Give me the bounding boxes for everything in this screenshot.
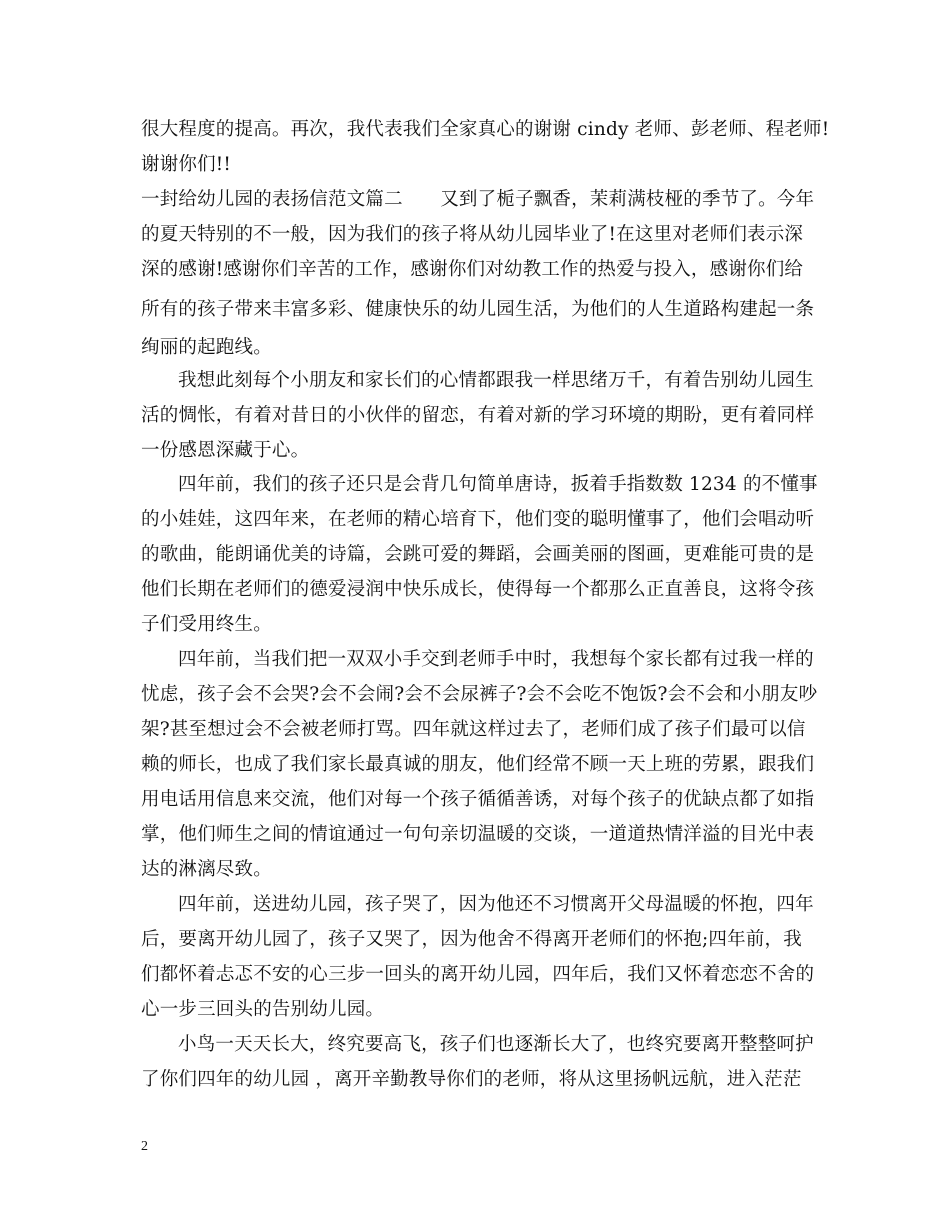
paragraph-4-line-7: 达的淋漓尽致。 <box>141 859 272 880</box>
paragraph-4-line-2: 忧虑，孩子会不会哭?会不会闹?会不会尿裤子?会不会吃不饱饭?会不会和小朋友吵 <box>141 684 818 705</box>
paragraph-5-line-1: 四年前，送进幼儿园，孩子哭了，因为他还不习惯离开父母温暖的怀抱，四年 <box>178 894 814 915</box>
text-line-6: 所有的孩子带来丰富多彩、健康快乐的幼儿园生活，为他们的人生道路构建起一条 <box>141 299 815 320</box>
paragraph-3-line-1: 四年前，我们的孩子还只是会背几句简单唐诗，扳着手指数数 1234 的不懂事 <box>178 474 818 495</box>
text-line-1: 很大程度的提高。再次，我代表我们全家真心的谢谢 cindy 老师、彭老师、程老师! <box>141 119 830 140</box>
paragraph-4-line-3: 架?甚至想过会不会被老师打骂。四年就这样过去了，老师们成了孩子们最可以信 <box>141 719 806 740</box>
paragraph-5-line-4: 心一步三回头的告别幼儿园。 <box>141 999 385 1020</box>
paragraph-5-line-2: 后，要离开幼儿园了，孩子又哭了，因为他舍不得离开老师们的怀抱;四年前，我 <box>141 929 802 950</box>
paragraph-2-line-1: 我想此刻每个小朋友和家长们的心情都跟我一样思绪万千，有着告别幼儿园生 <box>178 370 814 391</box>
page-number: 2 <box>141 1139 148 1154</box>
paragraph-3-line-4: 他们长期在老师们的德爱浸润中快乐成长，使得每一个都那么正直善良，这将令孩 <box>141 579 815 600</box>
paragraph-3-line-2: 的小娃娃，这四年来，在老师的精心培育下，他们变的聪明懂事了，他们会唱动听 <box>141 509 815 530</box>
paragraph-4-line-6: 掌，他们师生之间的情谊通过一句句亲切温暖的交谈，一道道热情洋溢的目光中表 <box>141 824 815 845</box>
paragraph-6-line-2: 了你们四年的幼儿园 ，离开辛勤教导你们的老师，将从这里扬帆远航，进入茫茫 <box>141 1069 802 1090</box>
text-line-7: 绚丽的起跑线。 <box>141 337 272 358</box>
text-line-4: 的夏天特别的不一般，因为我们的孩子将从幼儿园毕业了!在这里对老师们表示深 <box>141 224 804 245</box>
paragraph-2-line-3: 一份感恩深藏于心。 <box>141 440 310 461</box>
text-line-5: 深的感谢!感谢你们辛苦的工作，感谢你们对幼教工作的热爱与投入，感谢你们给 <box>141 259 804 280</box>
paragraph-3-line-5: 子们受用终生。 <box>141 614 272 635</box>
paragraph-6-line-1: 小鸟一天天长大，终究要高飞，孩子们也逐渐长大了，也终究要离开整整呵护 <box>178 1034 814 1055</box>
text-line-2: 谢谢你们!! <box>141 154 232 175</box>
paragraph-5-line-3: 们都怀着忐忑不安的心三步一回头的离开幼儿园，四年后，我们又怀着恋恋不舍的 <box>141 964 815 985</box>
section-heading-line: 一封给幼儿园的表扬信范文篇二 又到了栀子飘香，茉莉满枝桠的季节了。今年 <box>141 189 815 210</box>
paragraph-4-line-1: 四年前，当我们把一双双小手交到老师手中时，我想每个家长都有过我一样的 <box>178 649 814 670</box>
paragraph-3-line-3: 的歌曲，能朗诵优美的诗篇，会跳可爱的舞蹈，会画美丽的图画，更难能可贵的是 <box>141 544 815 565</box>
paragraph-4-line-5: 用电话用信息来交流，他们对每一个孩子循循善诱，对每个孩子的优缺点都了如指 <box>141 789 815 810</box>
paragraph-4-line-4: 赖的师长，也成了我们家长最真诚的朋友，他们经常不顾一天上班的劳累，跟我们 <box>141 754 815 775</box>
paragraph-2-line-2: 活的惆怅，有着对昔日的小伙伴的留恋，有着对新的学习环境的期盼，更有着同样 <box>141 405 815 426</box>
